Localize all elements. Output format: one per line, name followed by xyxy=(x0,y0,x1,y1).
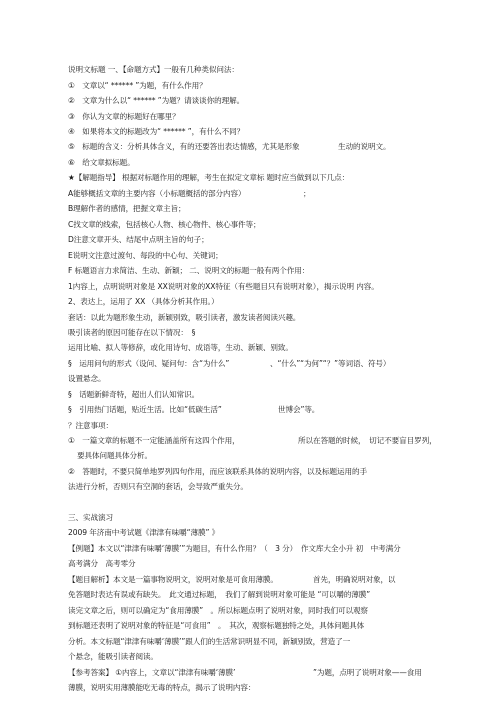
guidance-point-c: C找文章的线索，包括核心人物、核心物件、核心事件等； xyxy=(68,220,261,229)
example-question-cont: 高考满分 高考零分 xyxy=(68,559,136,568)
analysis-line-2: 免答题时表达有误或有缺失。 此文通过标题， 我们了解到说明对象可能是 “可以嚼的薄膜” xyxy=(68,590,371,599)
question-item-4: ④ 如果将本文的标题改为“ ****** ”，有什么不同？ xyxy=(68,127,245,136)
reason-suspense: 设置悬念。 xyxy=(68,374,106,383)
reasons-heading: 吸引读者的原因可能存在以下情况： § xyxy=(68,328,196,337)
reason-rhetoric: 运用比喻、拟人等修辞，或化用诗句、成语等，生动、新颖、别致。 xyxy=(68,343,293,352)
guidance-point-a-tail: ； xyxy=(303,189,311,198)
note-1: ① 一篇文章的标题不一定能涵盖所有这四个作用， xyxy=(68,436,240,445)
analysis-line-6: 个悬念，能吸引读者阅读。 xyxy=(68,652,158,661)
exam-source: 2009 年济南中考试题《津津有味嚼“薄膜” 》 xyxy=(68,528,220,537)
reason-question-tail: 、“什么”“为何”“？”等词语、符号） xyxy=(270,359,391,368)
reason-question: § 运用问句的形式（设问、疑问句：含“为什么” xyxy=(68,359,230,368)
section-heading-3: 三、实战演习 xyxy=(68,513,113,522)
reason-hot-topic: § 引用热门话题，贴近生活。比如“低碳生活” xyxy=(68,405,222,414)
guidance-point-f: F 标题语言力求简洁、生动、新颖； 二、说明文的标题一般有两个作用： xyxy=(68,266,310,275)
analysis-line-4: 到标题还表明了说明对象的特征是“可食用” 。 其次，观察标题独特之处，具体问题具体 xyxy=(68,621,365,630)
analysis-line-1-tail: 首先，明确说明对象，以 xyxy=(313,575,396,584)
function-content: 1内容上，点明说明对象是 XX说明对象的XX特征（有些题目只有说明对象），揭示说明 内容。 xyxy=(68,282,379,291)
analysis-line-5: 分析。本文标题“津津有味嚼‘薄膜’”跟人们的生活常识明显不同，新颖别致，营造了一 xyxy=(68,637,351,646)
note-1-cont: 要具体问题具体分析。 xyxy=(77,451,152,460)
section-heading-1: 说明文标题 一、【命题方式】一般有几种类似问法： xyxy=(68,65,239,74)
reason-hot-topic-tail: 世博会”等。 xyxy=(278,405,320,414)
analysis-line-1: 【题目解析】本文是一篇事物说明文，说明对象是可食用薄膜。 xyxy=(68,575,278,584)
note-2-cont: 法进行分析，否则只有空洞的套话，会导致严重失分。 xyxy=(68,482,248,491)
example-question: 【例题】本文以“津津有味嚼‘薄膜’”为题目，有什么作用？（ 3 分） 作文库大全小升 初 中考满分 xyxy=(68,544,401,553)
answer-line-1-tail: ”为题，点明了说明对象——食用 xyxy=(313,668,422,677)
analysis-line-3: 读完文章之后，则可以确定为“食用薄膜” 。所以标题点明了说明对象，同时我们可以观察 xyxy=(68,606,368,615)
guidance-point-e: E说明文注意过渡句、每段的中心句、关键词； xyxy=(68,251,223,260)
question-item-5-tail: 生动的说明文。 xyxy=(338,142,391,151)
question-item-2: ② 文章为什么以“ ****** ”为题？请谈谈你的理解。 xyxy=(68,96,245,105)
function-expression: 2、表达上，运用了 XX （具体分析其作用。） xyxy=(68,297,219,306)
guidance-point-a: A能够概括文章的主要内容（小标题概括的部分内容） xyxy=(68,189,246,198)
note-1-tail: 所以在答题的时候， 切记不要盲目罗列， xyxy=(298,436,437,445)
question-item-5: ⑤ 标题的含义：分析具体含义，有的还要答出表达情感，尤其是形象 xyxy=(68,142,300,151)
guidance-point-d: D注意文章开头、结尾中点明主旨的句子； xyxy=(68,235,209,244)
answer-line-1: 【参考答案】 ①内容上，文章以“津津有味嚼‘薄膜’ xyxy=(68,668,236,677)
guidance-point-b: B理解作者的感情，把握文章主旨； xyxy=(68,204,186,213)
template-phrase: 套话：以此为题形象生动，新颖别致，吸引读者，激发读者阅读兴趣。 xyxy=(68,313,301,322)
answer-line-2: 薄膜，说明实用薄膜能吃无毒的特点，揭示了说明内容： xyxy=(68,683,256,692)
question-item-3: ③ 你认为文章的标题好在哪里？ xyxy=(68,112,180,121)
reason-novel: § 话题新鲜奇特，超出人们认知常识。 xyxy=(68,390,200,399)
question-item-1: ① 文章以“ ****** ”为题，有什么作用？ xyxy=(68,81,207,90)
guidance-heading: ★【解题指导】 根据对标题作用的理解，考生在拟定文章标 题时应当做到以下几点： xyxy=(68,173,350,182)
question-item-6: ⑥ 给文章拟标题。 xyxy=(68,158,135,167)
notes-heading: ？注意事项： xyxy=(68,421,113,430)
note-2: ② 答题时，不要只简单地罗列四句作用，而应该联系具体的说明内容，以及标题运用的手 xyxy=(68,467,367,476)
